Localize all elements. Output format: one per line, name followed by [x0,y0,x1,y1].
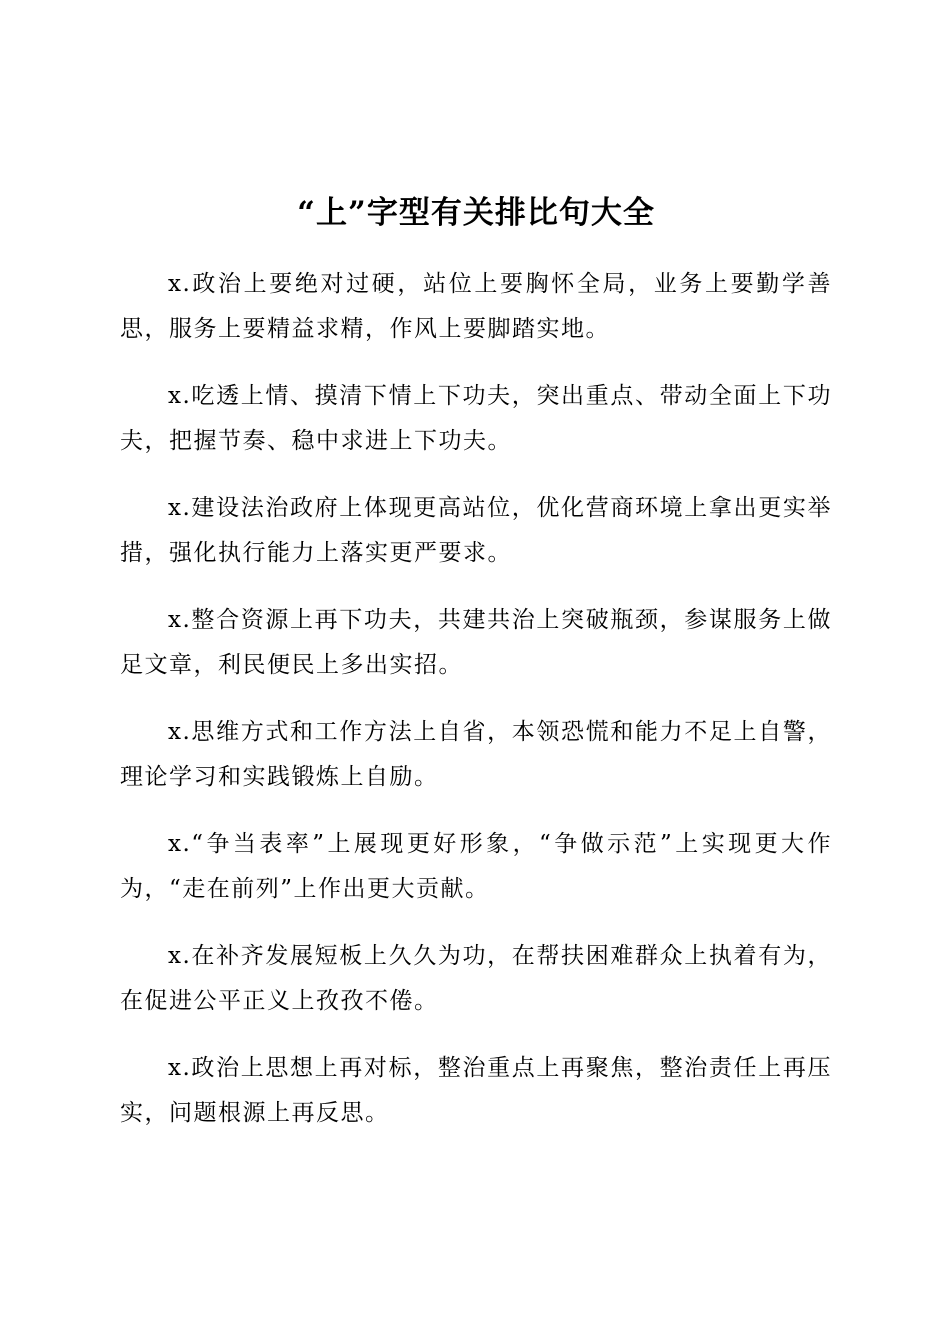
document-page [120,188,832,1158]
paragraph: x.在补齐发展短板上久久为功，在帮扶困难群众上执着有为，在促进公平正义上孜孜不倦。 [120,943,832,1014]
paragraph: x.政治上要绝对过硬，站位上要胸怀全局，业务上要勤学善思，服务上要精益求精，作风上要脚踏实地。 [120,271,832,342]
paragraph: x.建设法治政府上体现更高站位，优化营商环境上拿出更实举措，强化执行能力上落实更严要求。 [120,495,832,566]
paragraph: x.“争当表率”上展现更好形象，“争做示范”上实现更大作为，“走在前列”上作出更大贡献。 [120,831,832,902]
paragraph: x.政治上思想上再对标，整治重点上再聚焦，整治责任上再压实，问题根源上再反思。 [120,1055,832,1126]
paragraph: x.整合资源上再下功夫，共建共治上突破瓶颈，参谋服务上做足文章，利民便民上多出实招。 [120,607,832,678]
paragraph: x.吃透上情、摸清下情上下功夫，突出重点、带动全面上下功夫，把握节奏、稳中求进上下功夫。 [120,383,832,454]
paragraph: x.思维方式和工作方法上自省，本领恐慌和能力不足上自警，理论学习和实践锻炼上自励。 [120,719,832,790]
document-title: “上”字型有关排比句大全 [297,195,655,231]
